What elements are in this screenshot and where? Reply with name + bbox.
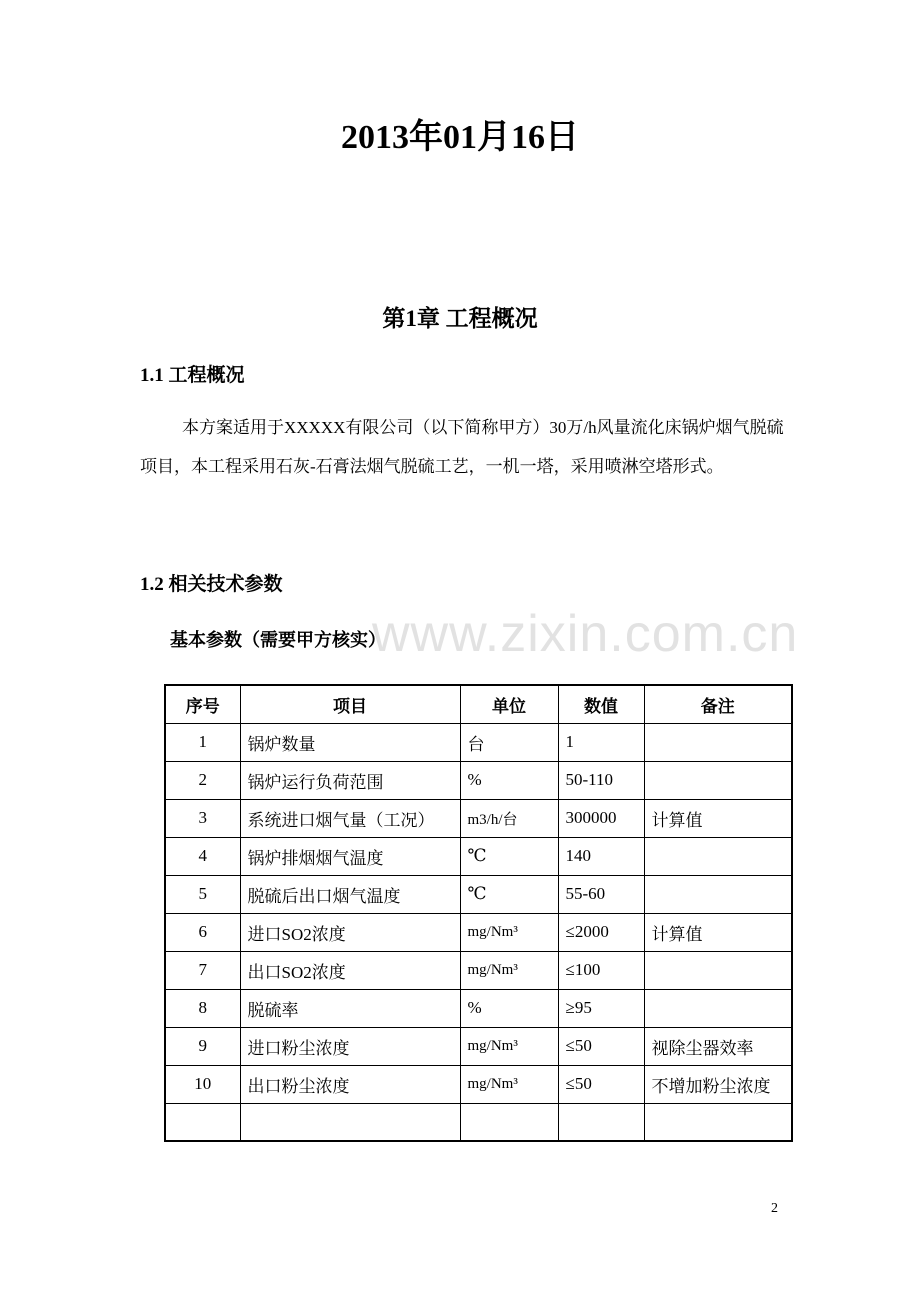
row-item-cell: 锅炉数量 bbox=[240, 723, 460, 761]
page-number: 2 bbox=[771, 1201, 778, 1216]
row-unit-cell bbox=[460, 1103, 558, 1141]
row-item-cell: 锅炉运行负荷范围 bbox=[240, 761, 460, 799]
header-no: 序号 bbox=[165, 685, 240, 723]
row-unit-cell: % bbox=[460, 761, 558, 799]
row-value-cell: ≤100 bbox=[558, 951, 644, 989]
row-no-cell: 8 bbox=[165, 989, 240, 1027]
row-note-cell bbox=[644, 875, 792, 913]
row-item-cell: 出口SO2浓度 bbox=[240, 951, 460, 989]
header-unit: 单位 bbox=[460, 685, 558, 723]
row-value-cell: 50-110 bbox=[558, 761, 644, 799]
section-title-1-1: 1.1 工程概况 bbox=[140, 365, 245, 386]
header-note: 备注 bbox=[644, 685, 792, 723]
row-note-cell: 计算值 bbox=[644, 913, 792, 951]
table-subheading: 基本参数（需要甲方核实） bbox=[170, 630, 386, 650]
row-no-cell: 7 bbox=[165, 951, 240, 989]
row-note-cell bbox=[644, 837, 792, 875]
table-row bbox=[165, 1027, 792, 1065]
row-item-cell: 进口SO2浓度 bbox=[240, 913, 460, 951]
row-item-cell: 系统进口烟气量（工况） bbox=[240, 799, 460, 837]
row-item-cell: 锅炉排烟烟气温度 bbox=[240, 837, 460, 875]
row-item-cell: 进口粉尘浓度 bbox=[240, 1027, 460, 1065]
chapter-title: 第1章 工程概况 bbox=[382, 306, 538, 331]
header-item: 项目 bbox=[240, 685, 460, 723]
table-body bbox=[165, 723, 792, 1141]
row-note-cell bbox=[644, 989, 792, 1027]
table-row bbox=[165, 913, 792, 951]
row-value-cell: 55-60 bbox=[558, 875, 644, 913]
table-row bbox=[165, 837, 792, 875]
watermark: www.zixin.com.cn bbox=[372, 605, 799, 663]
row-item-cell: 出口粉尘浓度 bbox=[240, 1065, 460, 1103]
header-value: 数值 bbox=[558, 685, 644, 723]
row-value-cell bbox=[558, 1103, 644, 1141]
row-note-cell: 不增加粉尘浓度 bbox=[644, 1065, 792, 1103]
row-no-cell: 3 bbox=[165, 799, 240, 837]
row-unit-cell: mg/Nm³ bbox=[460, 1027, 558, 1065]
row-unit-cell: mg/Nm³ bbox=[460, 951, 558, 989]
row-unit-cell: mg/Nm³ bbox=[460, 913, 558, 951]
table-header-row bbox=[165, 685, 792, 723]
row-unit-cell: m3/h/台 bbox=[460, 799, 558, 837]
row-unit-cell: 台 bbox=[460, 723, 558, 761]
parameters-table bbox=[164, 684, 793, 1142]
row-item-cell: 脱硫率 bbox=[240, 989, 460, 1027]
overview-paragraph: 本方案适用于XXXXX有限公司（以下简称甲方）30万/h风量流化床锅炉烟气脱硫项目，本工程采用石灰-石膏法烟气脱硫工艺，一机一塔，采用喷淋空塔形式。 bbox=[140, 418, 784, 476]
row-value-cell: ≤50 bbox=[558, 1065, 644, 1103]
row-item-cell: 脱硫后出口烟气温度 bbox=[240, 875, 460, 913]
row-unit-cell: ℃ bbox=[460, 875, 558, 913]
row-no-cell: 10 bbox=[165, 1065, 240, 1103]
row-note-cell bbox=[644, 1103, 792, 1141]
row-note-cell: 视除尘器效率 bbox=[644, 1027, 792, 1065]
row-no-cell: 2 bbox=[165, 761, 240, 799]
table-row bbox=[165, 799, 792, 837]
row-no-cell bbox=[165, 1103, 240, 1141]
row-unit-cell: % bbox=[460, 989, 558, 1027]
row-unit-cell: mg/Nm³ bbox=[460, 1065, 558, 1103]
row-no-cell: 4 bbox=[165, 837, 240, 875]
table-row bbox=[165, 875, 792, 913]
row-note-cell bbox=[644, 951, 792, 989]
table-row bbox=[165, 951, 792, 989]
row-value-cell: ≥95 bbox=[558, 989, 644, 1027]
table-row bbox=[165, 761, 792, 799]
row-value-cell: 1 bbox=[558, 723, 644, 761]
date-title: 2013年01月16日 bbox=[341, 119, 579, 156]
row-item-cell bbox=[240, 1103, 460, 1141]
row-value-cell: 300000 bbox=[558, 799, 644, 837]
row-value-cell: ≤2000 bbox=[558, 913, 644, 951]
table-row bbox=[165, 989, 792, 1027]
row-no-cell: 5 bbox=[165, 875, 240, 913]
section-title-1-2: 1.2 相关技术参数 bbox=[140, 574, 283, 595]
row-value-cell: 140 bbox=[558, 837, 644, 875]
row-no-cell: 6 bbox=[165, 913, 240, 951]
row-unit-cell: ℃ bbox=[460, 837, 558, 875]
row-note-cell: 计算值 bbox=[644, 799, 792, 837]
table-row bbox=[165, 1065, 792, 1103]
row-note-cell bbox=[644, 761, 792, 799]
row-value-cell: ≤50 bbox=[558, 1027, 644, 1065]
table-row bbox=[165, 1103, 792, 1141]
table-row bbox=[165, 723, 792, 761]
row-note-cell bbox=[644, 723, 792, 761]
row-no-cell: 1 bbox=[165, 723, 240, 761]
row-no-cell: 9 bbox=[165, 1027, 240, 1065]
